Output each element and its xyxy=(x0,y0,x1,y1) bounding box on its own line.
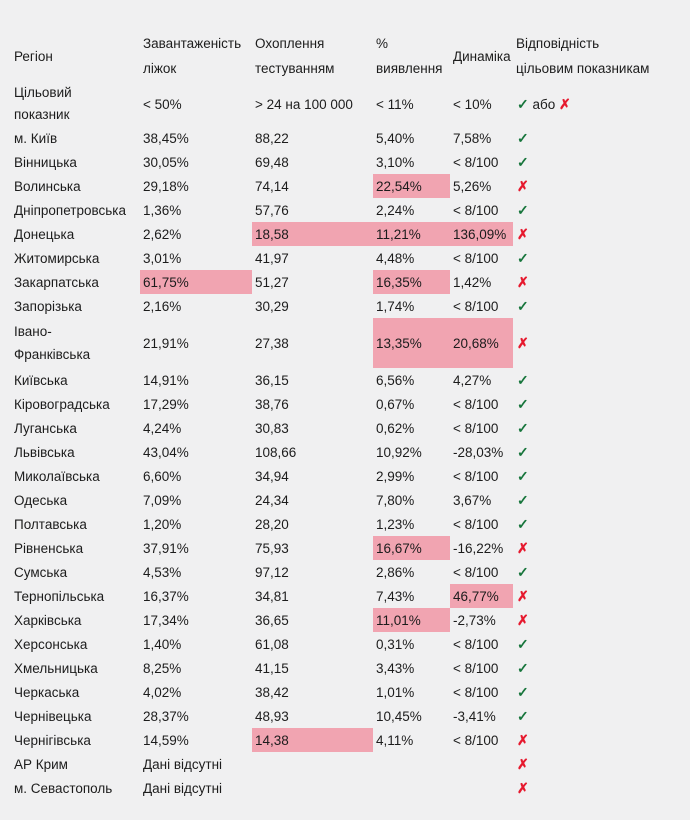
cell-compliance xyxy=(513,270,673,294)
cell-region: Львівська xyxy=(14,444,75,460)
cell-compliance xyxy=(513,608,673,632)
cell-beds: 30,05% xyxy=(143,154,189,170)
region-line: Івано- xyxy=(14,324,52,339)
check-icon: ✓ xyxy=(517,635,529,652)
cell-region: Миколаївська xyxy=(14,468,100,484)
table-row xyxy=(11,126,673,150)
cell-testing: 34,94 xyxy=(255,468,289,484)
cell-detection: 6,56% xyxy=(376,372,415,388)
cell-beds: 17,34% xyxy=(143,612,189,628)
check-icon: ✓ xyxy=(517,563,529,580)
cell-testing: 36,65 xyxy=(255,612,289,628)
cell-beds: Дані відсутні xyxy=(143,780,223,796)
table-header xyxy=(11,30,673,82)
cell-testing: 48,93 xyxy=(255,708,289,724)
cell-dynamics: -28,03% xyxy=(453,444,504,460)
table-row xyxy=(11,752,673,776)
cell-detection: 4,48% xyxy=(376,250,415,266)
cell-compliance xyxy=(513,512,673,536)
cross-icon: ✗ xyxy=(558,95,571,112)
cell-compliance xyxy=(513,440,673,464)
cell-dynamics: < 8/100 xyxy=(453,564,499,580)
cell-detection: 10,45% xyxy=(376,708,422,724)
cross-icon: ✗ xyxy=(517,334,529,351)
cell-detection: 1,01% xyxy=(376,684,415,700)
check-icon: ✓ xyxy=(517,153,529,170)
header-line: Регіон xyxy=(14,48,53,64)
cell-detection: 0,31% xyxy=(376,636,415,652)
cell-detection: 2,24% xyxy=(376,202,415,218)
cell-detection: 10,92% xyxy=(376,444,422,460)
cell-dynamics: < 8/100 xyxy=(453,154,499,170)
table-body xyxy=(11,82,673,800)
table-row xyxy=(11,150,673,174)
cross-icon: ✗ xyxy=(517,177,529,194)
cell-detection: < 11% xyxy=(376,96,414,112)
cell-testing: 97,12 xyxy=(255,564,289,580)
cell-detection: 2,99% xyxy=(376,468,415,484)
cell-testing: 41,15 xyxy=(255,660,289,676)
table-row xyxy=(11,198,673,222)
cell-testing: 24,34 xyxy=(255,492,289,508)
check-icon: ✓ xyxy=(517,297,529,314)
cell-region: Волинська xyxy=(14,178,81,194)
check-icon: ✓ xyxy=(517,129,529,146)
cell-testing: 38,42 xyxy=(255,684,289,700)
cell-region xyxy=(11,82,140,126)
cell-dynamics: 5,26% xyxy=(453,178,492,194)
cell-beds: 43,04% xyxy=(143,444,189,460)
header-line: виявлення xyxy=(376,61,443,76)
column-header-region xyxy=(11,30,140,82)
cell-testing: 51,27 xyxy=(255,274,289,290)
cell-beds: 37,91% xyxy=(143,540,189,556)
table-row xyxy=(11,704,673,728)
cell-dynamics: < 8/100 xyxy=(453,636,499,652)
header-row xyxy=(11,30,673,82)
cell-beds: 4,02% xyxy=(143,684,182,700)
target-conjunction: або xyxy=(528,96,559,112)
cell-detection: 7,80% xyxy=(376,492,415,508)
cell-dynamics: 46,77% xyxy=(450,584,513,608)
table-row xyxy=(11,222,673,246)
check-icon: ✓ xyxy=(517,201,529,218)
cell-beds: 1,40% xyxy=(143,636,182,652)
cell-testing: 14,38 xyxy=(252,728,373,752)
cell-compliance xyxy=(513,704,673,728)
cell-dynamics: 7,58% xyxy=(453,130,492,146)
check-icon: ✓ xyxy=(517,395,529,412)
cell-detection: 0,67% xyxy=(376,396,415,412)
cell-dynamics: < 10% xyxy=(453,96,492,112)
table-row xyxy=(11,680,673,704)
cell-region: Вінницька xyxy=(14,154,77,170)
header-line: тестуванням xyxy=(255,61,335,76)
cell-beds: 28,37% xyxy=(143,708,189,724)
cell-detection: 7,43% xyxy=(376,588,415,604)
cell-region: Донецька xyxy=(14,226,75,242)
cell-beds: 1,36% xyxy=(143,202,182,218)
column-header-detection xyxy=(373,30,450,82)
cell-region: Дніпропетровська xyxy=(14,202,127,218)
cell-compliance xyxy=(513,656,673,680)
cell-testing: 108,66 xyxy=(255,444,297,460)
cell-testing: 61,08 xyxy=(255,636,289,652)
table-row xyxy=(11,536,673,560)
cell-beds: 4,53% xyxy=(143,564,182,580)
table-row xyxy=(11,174,673,198)
cell-compliance xyxy=(513,222,673,246)
target-row xyxy=(11,82,673,126)
check-icon: ✓ xyxy=(517,249,529,266)
cell-compliance xyxy=(513,632,673,656)
cell-testing: 30,29 xyxy=(255,298,289,314)
table-row xyxy=(11,656,673,680)
cell-detection xyxy=(373,752,450,776)
cell-region: Полтавська xyxy=(14,516,87,532)
cell-compliance xyxy=(513,246,673,270)
column-header-dynamics xyxy=(450,30,513,82)
cell-detection: 0,62% xyxy=(376,420,415,436)
table-row xyxy=(11,632,673,656)
cell-compliance xyxy=(513,584,673,608)
cell-region: Хмельницька xyxy=(14,660,98,676)
cell-detection: 1,23% xyxy=(376,516,415,532)
cell-beds: 3,01% xyxy=(143,250,182,266)
table-row xyxy=(11,608,673,632)
cell-dynamics: < 8/100 xyxy=(453,250,499,266)
cell-compliance xyxy=(513,318,673,368)
cell-beds: Дані відсутні xyxy=(143,756,223,772)
cell-beds: 6,60% xyxy=(143,468,182,484)
cell-detection: 13,35% xyxy=(373,318,450,368)
cell-dynamics: -3,41% xyxy=(453,708,496,724)
cell-region: Луганська xyxy=(14,420,77,436)
cell-region: АР Крим xyxy=(14,756,68,772)
cell-beds: 1,20% xyxy=(143,516,182,532)
cell-region: Чернівецька xyxy=(14,708,92,724)
header-line: Завантаженість xyxy=(143,36,242,51)
cross-icon: ✗ xyxy=(517,587,529,604)
cell-compliance xyxy=(513,752,673,776)
cross-icon: ✗ xyxy=(517,611,529,628)
cell-dynamics: < 8/100 xyxy=(453,420,499,436)
header-line: Відповідність xyxy=(516,36,600,51)
cell-testing xyxy=(252,752,373,776)
cell-testing xyxy=(252,776,373,800)
cell-detection: 1,74% xyxy=(376,298,415,314)
cell-detection: 2,86% xyxy=(376,564,415,580)
cell-dynamics: < 8/100 xyxy=(453,298,499,314)
cell-region: Одеська xyxy=(14,492,68,508)
check-icon: ✓ xyxy=(517,659,529,676)
cell-testing: 27,38 xyxy=(255,335,289,351)
cross-icon: ✗ xyxy=(517,755,529,772)
cell-testing: 74,14 xyxy=(255,178,289,194)
cell-dynamics: < 8/100 xyxy=(453,732,499,748)
cell-beds: 4,24% xyxy=(143,420,182,436)
cell-compliance xyxy=(513,680,673,704)
cell-testing: > 24 на 100 000 xyxy=(255,96,353,112)
cell-compliance xyxy=(513,728,673,752)
cell-compliance xyxy=(513,488,673,512)
table-row xyxy=(11,584,673,608)
check-icon: ✓ xyxy=(517,467,529,484)
cell-region: Сумська xyxy=(14,564,68,580)
cell-detection: 11,01% xyxy=(373,608,450,632)
cell-testing: 34,81 xyxy=(255,588,289,604)
cell-detection: 3,10% xyxy=(376,154,415,170)
table-row xyxy=(11,440,673,464)
cell-detection: 16,67% xyxy=(373,536,450,560)
cell-compliance xyxy=(513,82,673,126)
cell-detection: 22,54% xyxy=(373,174,450,198)
cell-compliance xyxy=(513,464,673,488)
cell-dynamics: < 8/100 xyxy=(453,396,499,412)
cell-compliance xyxy=(513,126,673,150)
table-row xyxy=(11,464,673,488)
cell-region: Харківська xyxy=(14,612,82,628)
header-line: ліжок xyxy=(143,61,177,76)
check-icon: ✓ xyxy=(517,491,529,508)
cell-dynamics xyxy=(450,752,513,776)
cell-dynamics xyxy=(450,776,513,800)
cell-testing: 30,83 xyxy=(255,420,289,436)
cell-region: м. Київ xyxy=(14,130,58,146)
region-line: Франківська xyxy=(14,347,91,362)
cell-region: Тернопільська xyxy=(14,588,105,604)
cell-compliance xyxy=(513,536,673,560)
cell-beds: 61,75% xyxy=(140,270,252,294)
header-line: Динаміка xyxy=(453,48,511,64)
cell-compliance xyxy=(513,368,673,392)
cell-dynamics: < 8/100 xyxy=(453,202,499,218)
cell-beds: 14,91% xyxy=(143,372,189,388)
cell-region: м. Севастополь xyxy=(14,780,113,796)
cell-dynamics: < 8/100 xyxy=(453,468,499,484)
cell-beds: < 50% xyxy=(143,96,182,112)
cell-detection: 4,11% xyxy=(376,732,414,748)
cell-testing: 57,76 xyxy=(255,202,289,218)
table-row xyxy=(11,728,673,752)
cell-dynamics: -2,73% xyxy=(453,612,496,628)
cell-testing: 36,15 xyxy=(255,372,289,388)
cell-compliance xyxy=(513,198,673,222)
cell-dynamics: 1,42% xyxy=(453,274,492,290)
cell-beds: 2,62% xyxy=(143,226,182,242)
check-icon: ✓ xyxy=(517,515,529,532)
cell-compliance xyxy=(513,392,673,416)
table-row xyxy=(11,318,673,368)
cell-compliance xyxy=(513,776,673,800)
indicators-table xyxy=(11,30,673,800)
column-header-compliance xyxy=(513,30,673,82)
cell-region: Рівненська xyxy=(14,540,84,556)
cell-detection: 5,40% xyxy=(376,130,415,146)
cell-compliance xyxy=(513,294,673,318)
check-icon: ✓ xyxy=(517,371,529,388)
cell-beds: 17,29% xyxy=(143,396,189,412)
cross-icon: ✗ xyxy=(517,225,529,242)
cell-dynamics: 4,27% xyxy=(453,372,492,388)
header-line: цільовим показникам xyxy=(516,61,650,76)
cell-dynamics: -16,22% xyxy=(453,540,504,556)
cell-beds: 2,16% xyxy=(143,298,182,314)
cross-icon: ✗ xyxy=(517,779,529,796)
cell-testing: 75,93 xyxy=(255,540,289,556)
table-row xyxy=(11,368,673,392)
cell-testing: 41,97 xyxy=(255,250,289,266)
check-icon: ✓ xyxy=(517,443,529,460)
table-row xyxy=(11,488,673,512)
table-row xyxy=(11,560,673,584)
table-row xyxy=(11,512,673,536)
cell-testing: 18,58 xyxy=(252,222,373,246)
cross-icon: ✗ xyxy=(517,731,529,748)
cell-detection xyxy=(373,776,450,800)
cell-region: Чернігівська xyxy=(14,732,91,748)
header-line: Охоплення xyxy=(255,36,325,51)
region-line: показник xyxy=(14,107,70,122)
table-row xyxy=(11,270,673,294)
header-line: % xyxy=(376,36,389,51)
cell-dynamics: 136,09% xyxy=(450,222,513,246)
cell-compliance xyxy=(513,150,673,174)
table-row xyxy=(11,246,673,270)
cell-testing: 88,22 xyxy=(255,130,289,146)
table-row xyxy=(11,294,673,318)
cell-testing: 69,48 xyxy=(255,154,289,170)
cell-beds: 21,91% xyxy=(143,335,189,351)
cell-dynamics: 20,68% xyxy=(450,318,513,368)
cell-region: Запорізька xyxy=(14,298,82,314)
cell-region: Кіровоградська xyxy=(14,396,110,412)
cell-region: Закарпатська xyxy=(14,274,99,290)
cell-beds: 7,09% xyxy=(143,492,182,508)
check-icon: ✓ xyxy=(517,683,529,700)
cell-region: Черкаська xyxy=(14,684,80,700)
column-header-testing xyxy=(252,30,373,82)
cell-detection: 3,43% xyxy=(376,660,415,676)
cell-testing: 38,76 xyxy=(255,396,289,412)
cell-beds: 16,37% xyxy=(143,588,189,604)
cell-dynamics: < 8/100 xyxy=(453,684,499,700)
cell-detection: 11,21% xyxy=(373,222,450,246)
table-row xyxy=(11,776,673,800)
cell-dynamics: < 8/100 xyxy=(453,660,499,676)
check-icon: ✓ xyxy=(517,419,529,436)
table-row xyxy=(11,416,673,440)
cell-beds: 14,59% xyxy=(143,732,189,748)
cell-beds: 8,25% xyxy=(143,660,182,676)
cross-icon: ✗ xyxy=(517,539,529,556)
cell-dynamics: 3,67% xyxy=(453,492,492,508)
check-icon: ✓ xyxy=(517,707,529,724)
table-row xyxy=(11,392,673,416)
cell-region xyxy=(11,318,140,368)
cell-beds: 38,45% xyxy=(143,130,189,146)
cross-icon: ✗ xyxy=(517,273,529,290)
column-header-beds xyxy=(140,30,252,82)
cell-region: Херсонська xyxy=(14,636,88,652)
cell-compliance xyxy=(513,416,673,440)
cell-dynamics: < 8/100 xyxy=(453,516,499,532)
cell-testing: 28,20 xyxy=(255,516,289,532)
cell-compliance xyxy=(513,174,673,198)
check-icon: ✓ xyxy=(517,95,529,112)
cell-beds: 29,18% xyxy=(143,178,189,194)
cell-region: Житомирська xyxy=(14,250,100,266)
region-line: Цільовий xyxy=(14,85,72,100)
cell-region: Київська xyxy=(14,372,68,388)
cell-compliance xyxy=(513,560,673,584)
cell-detection: 16,35% xyxy=(373,270,450,294)
